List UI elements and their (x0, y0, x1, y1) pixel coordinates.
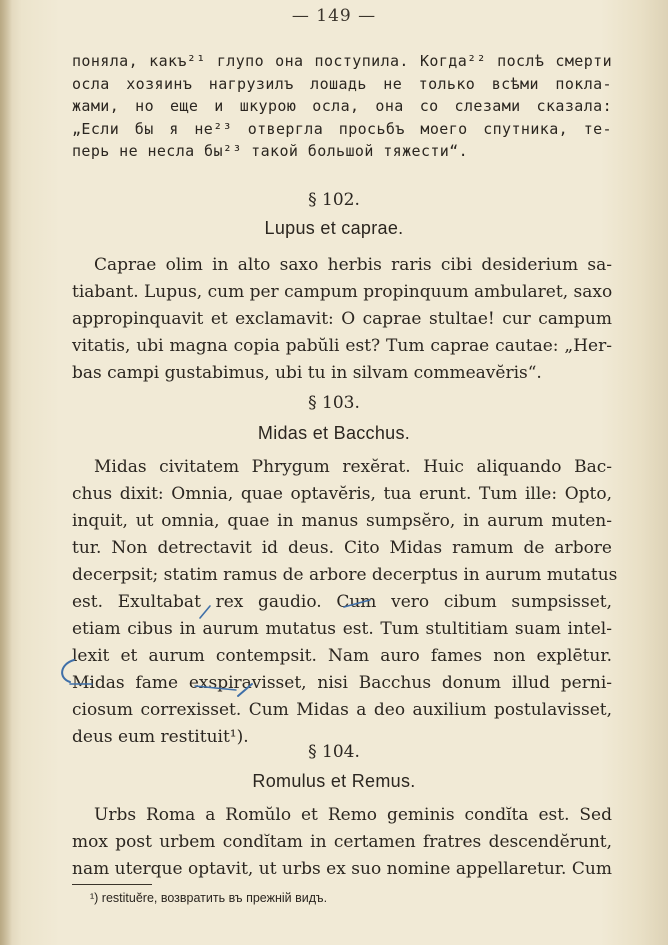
text-line: etiam cibus in aurum mutatus est. Tum stultitiam suam intel- (72, 619, 612, 639)
page-number: — 149 — (291, 6, 377, 26)
text-line: перь не несла бы²³ такой большой тяжести“. (72, 142, 469, 160)
text-line: осла хозяинъ нагрузилъ лошадь не только всѣми покла- (72, 74, 612, 93)
section-number: § 103. (308, 393, 360, 413)
text-line: Midas fame exspiravisset, nisi Bacchus donum illud perni- (72, 673, 612, 693)
text-line: tur. Non detrectavit id deus. Cito Midas ramum de arbore (72, 538, 612, 558)
text-line: mox post urbem condĭtam in certamen fratres descendĕrunt, (72, 832, 612, 852)
text-line: est. Exultabat rex gaudio. Cum vero cibum sumpsisset, (72, 592, 612, 612)
russian-paragraph (72, 50, 612, 163)
text-line: bas campi gustabimus, ubi tu in silvam commeavĕris“. (72, 363, 542, 383)
text-line: lexit et aurum contempsit. Nam auro fames non explētur. (72, 646, 612, 666)
text-line: Urbs Roma a Romŭlo et Remo geminis condĭta est. Sed (94, 805, 612, 825)
text-line: vitatis, ubi magna copia pabŭli est? Tum caprae cautae: „Her- (72, 336, 612, 356)
text-line: tiabant. Lupus, cum per campum propinquum ambularet, saxo (72, 282, 613, 302)
section-number: § 104. (308, 742, 360, 762)
text-line: nam uterque optavit, ut urbs ex suo nomine appellaretur. Cum (72, 859, 612, 879)
text-line: appropinquavit et exclamavit: O caprae stultae! cur campum (72, 309, 612, 329)
text-line: поняла, какъ²¹ глупо она поступила. Когда²² послѣ смерти (72, 52, 612, 70)
text-line: Midas civitatem Phrygum rexĕrat. Huic aliquando Bac- (94, 457, 612, 477)
text-line: жами, но еще и шкурою осла, она со слезами сказала: (72, 97, 612, 115)
section-title: Lupus et caprae. (264, 218, 404, 238)
text-line: chus dixit: Omnia, quae optavĕris, tua erunt. Tum ille: Opto, (72, 484, 612, 504)
section-title: Midas et Bacchus. (257, 423, 411, 443)
page-gutter-shadow (0, 0, 12, 945)
section-title: Romulus et Remus. (252, 771, 416, 791)
section-text (72, 454, 618, 751)
text-line: decerpsit; statim ramus de arbore decerptus in aurum mutatus (72, 565, 618, 585)
section-text (72, 252, 612, 387)
footnote-divider (72, 884, 152, 885)
section-number: § 102. (308, 190, 360, 210)
text-line: ciosum correxisset. Cum Midas a deo auxilium postulavisset, (72, 700, 612, 720)
section-text (72, 802, 612, 883)
text-line: inquit, ut omnia, quae in manus sumpsĕro, in aurum muten- (72, 511, 612, 531)
text-line: Caprae olim in alto saxo herbis raris cibi desiderium sa- (94, 255, 612, 275)
text-line: „Если бы я не²³ отвергла просьбъ моего спутника, те- (72, 119, 612, 138)
text-line: deus eum restituit¹). (72, 727, 249, 747)
footnote: ¹) restituĕre, возвратить въ прежній видъ. (90, 891, 328, 905)
